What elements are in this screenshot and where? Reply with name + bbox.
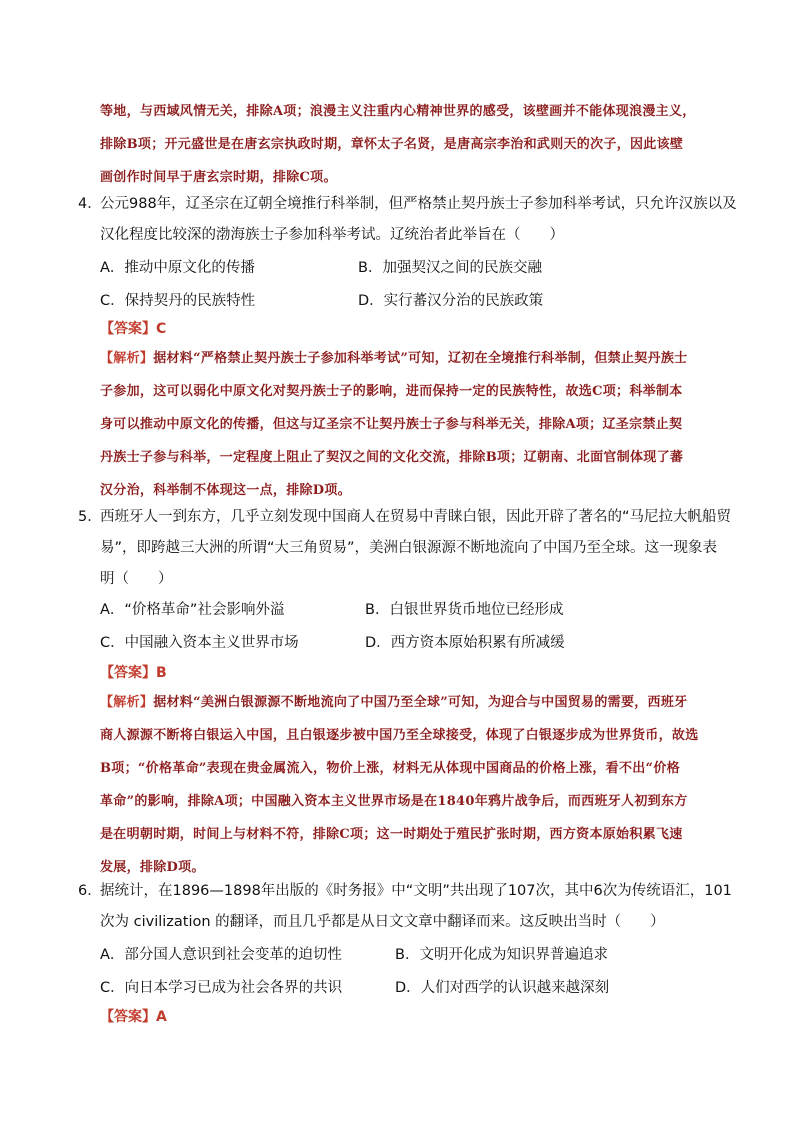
analysis-line: 汉分治，科举制不体现这一点，排除D项。	[100, 483, 351, 498]
analysis-line: 据材料“严格禁止契丹族士子参加科举考试”可知，辽初在全境推行科举制，但禁止契丹族士	[153, 351, 688, 366]
question-5-stem	[78, 502, 738, 595]
answer-value: A	[156, 1009, 167, 1025]
analysis-line: 是在明朝时期，时间上与材料不符，排除C项；这一时期处于殖民扩张时期，西方资本原始积累飞速	[100, 827, 683, 842]
option-a: A．“价格革命”社会影响外溢	[100, 602, 285, 618]
option-a: A．部分国人意识到社会变革的迫切性	[100, 947, 342, 963]
stem-line: 次为 civilization 的翻译，而且几乎都是从日文文章中翻译而来。这反映出当时（ ）	[100, 914, 665, 930]
question-6-options	[100, 937, 740, 1003]
question-6-answer: 【答案】A	[100, 1009, 167, 1025]
analysis-line: 等地，与西域风情无关，排除A项；浪漫主义注重内心精神世界的感受，该壁画并不能体现浪漫主义，	[100, 104, 696, 119]
option-c: C．中国融入资本主义世界市场	[100, 635, 299, 651]
analysis-line: 排除B项；开元盛世是在唐玄宗执政时期，章怀太子名贤，是唐高宗李治和武则天的次子，因此该壁	[100, 137, 684, 152]
question-6-stem	[78, 876, 738, 938]
answer-value: B	[156, 665, 167, 681]
question-4-answer: 【答案】C	[100, 321, 167, 337]
option-b: B．加强契汉之间的民族交融	[358, 260, 542, 276]
question-number: 4．	[78, 196, 102, 212]
analysis-line: 据材料“美洲白银源源不断地流向了中国乃至全球”可知，为迎合与中国贸易的需要，西班牙	[153, 695, 688, 710]
question-4-options	[100, 250, 740, 316]
analysis-line: 身可以推动中原文化的传播，但这与辽圣宗不让契丹族士子参与科举无关，排除A项；辽圣宗禁止契	[100, 417, 683, 432]
analysis-line: 商人源源不断将白银运入中国，且白银逐步被中国乃至全球接受，体现了白银逐步成为世界货币，故选	[100, 728, 699, 743]
answer-value: C	[156, 321, 167, 337]
question-number: 6．	[78, 883, 102, 899]
option-d: D．实行蕃汉分治的民族政策	[358, 293, 544, 309]
option-b: B．白银世界货币地位已经形成	[365, 602, 564, 618]
stem-line: 易”，即跨越三大洲的所谓“大三角贸易”，美洲白银源源不断地流向了中国乃至全球。这一现象表	[100, 540, 718, 556]
option-b: B．文明开化成为知识界普遍追求	[395, 947, 608, 963]
stem-line: 明（ ）	[100, 571, 173, 587]
analysis-line: 发展，排除D项。	[100, 860, 205, 875]
analysis-line: 子参加，这可以弱化中原文化对契丹族士子的影响，进而保持一定的民族特性，故选C项；科举制本	[100, 384, 683, 399]
option-c: C．保持契丹的民族特性	[100, 293, 256, 309]
prev-analysis-continuation	[100, 95, 730, 194]
stem-line: 据统计，在1896—1898年出版的《时务报》中“文明”共出现了107次，其中6次为传统语汇，101	[100, 883, 732, 899]
analysis-label: 【解析】	[100, 695, 154, 710]
analysis-line: 丹族士子参与科举，一定程度上阻止了契汉之间的文化交流，排除B项；辽朝南、北面官制体现了蕃	[100, 450, 684, 465]
stem-line: 汉化程度比较深的渤海族士子参加科举考试。辽统治者此举旨在（ ）	[100, 227, 564, 243]
option-d: D．西方资本原始积累有所减缓	[365, 635, 565, 651]
analysis-line: B项；“价格革命”表现在贵金属流入，物价上涨，材料无从体现中国商品的价格上涨，看不出“价格	[100, 761, 680, 776]
question-4-stem	[78, 189, 738, 251]
stem-line: 公元988年，辽圣宗在辽朝全境推行科举制，但严格禁止契丹族士子参加科举考试，只允许汉族以及	[100, 196, 737, 212]
analysis-label: 【解析】	[100, 351, 154, 366]
question-5-analysis	[100, 686, 730, 884]
option-a: A．推动中原文化的传播	[100, 260, 255, 276]
stem-line: 西班牙人一到东方，几乎立刻发现中国商人在贸易中青睐白银，因此开辟了著名的“马尼拉大帆船贸	[100, 509, 732, 525]
option-d: D．人们对西学的认识越来越深刻	[395, 980, 610, 996]
analysis-line: 画创作时间早于唐玄宗时期，排除C项。	[100, 170, 337, 185]
question-5-answer: 【答案】B	[100, 665, 167, 681]
question-4-analysis	[100, 342, 730, 507]
analysis-line: 革命”的影响，排除A项；中国融入资本主义世界市场是在1840年鸦片战争后，而西班牙人初到东方	[100, 794, 688, 809]
option-c: C．向日本学习已成为社会各界的共识	[100, 980, 343, 996]
question-5-options	[100, 592, 740, 658]
question-number: 5．	[78, 509, 102, 525]
